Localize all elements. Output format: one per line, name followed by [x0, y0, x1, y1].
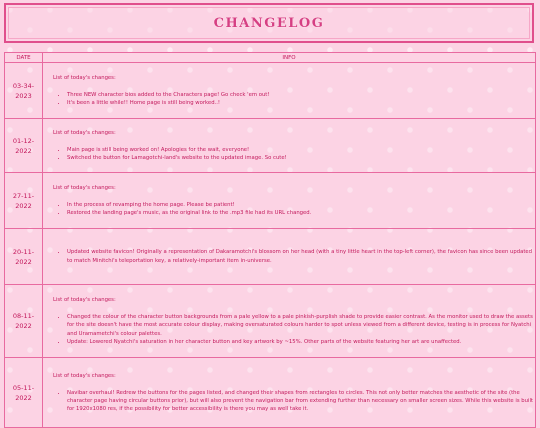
date-cell [5, 63, 43, 119]
table-header-row [5, 53, 536, 63]
date-cell [5, 119, 43, 173]
changelog-header [4, 3, 534, 43]
change-item: • Navibar overhaul! Redrew the buttons for the pages listed, and changed their shapes from rectangles to circles. This not only better matches the aesthetic of the site (the character page having circular buttons prior), but will also prevent the navigation bar from extending further than necessary on smaller screen sizes. While this website is built for 1920x1080 res, if the possibility for better accessibility is there you may as well take it. [67, 389, 535, 414]
info-cell [43, 63, 536, 119]
change-item: • Main page is still being worked on! Apologies for the wait, everyone! [67, 146, 535, 154]
entry-date: 08-11- 2022 [12, 312, 35, 330]
table-row [5, 229, 536, 285]
date-cell [5, 229, 43, 285]
entry-date: 27-11- 2022 [12, 191, 35, 210]
change-item: • Switched the button for Lamagotchi-land's website to the updated image. So cute! [67, 154, 535, 162]
change-item: • In the process of revamping the home page. Please be patient! [67, 201, 535, 209]
changes-intro: List of today's changes: [53, 184, 116, 191]
change-item: • Updated website favicon! Originally a representation of Dakaramotchi's blossom on her head (with a tiny little heart in the top-left corner), the favicon has since been updated to match Minitchi's teleportation key, a relatively-important item in-universe. [67, 248, 535, 264]
changes-intro: List of today's changes: [53, 372, 116, 379]
changes-intro: List of today's changes: [53, 296, 116, 303]
change-item: • Restored the landing page's music, as the original link to the .mp3 file had its URL changed. [67, 209, 535, 217]
info-cell [43, 358, 536, 428]
table-row [5, 119, 536, 173]
change-item: • Changed the colour of the character button backgrounds from a pale yellow to a pale pinkish-purplish shade to provide easier contrast. As the monitor used to draw the assets for the site doesn't have the most accurate colour display, making oversaturated colours harder to spot unless viewed from a different device, testing is in process for Nyatchi and Uramametchi's colour palettes. [67, 313, 535, 338]
change-item: • Update: Lowered Nyatchi's saturation in her character button and key artwork by ~15%. Other parts of the website featuring her art are unaffected. [67, 338, 535, 346]
table-row [5, 63, 536, 119]
changes-list [53, 248, 535, 264]
changes-intro: List of today's changes: [53, 129, 116, 136]
page-title: CHANGELOG [213, 15, 325, 31]
entry-date: 05-11- 2022 [12, 383, 35, 402]
entry-date: 01-12- 2022 [12, 136, 35, 155]
changes-list [53, 201, 535, 217]
date-cell [5, 358, 43, 428]
changes-list [53, 313, 535, 346]
info-cell [43, 229, 536, 285]
table-row [5, 173, 536, 229]
info-cell [43, 285, 536, 358]
table-row [5, 285, 536, 358]
changes-intro: List of today's changes: [53, 74, 116, 81]
info-cell [43, 119, 536, 173]
changes-list [53, 91, 535, 107]
changes-list [53, 146, 535, 162]
changes-list [53, 389, 535, 414]
entry-date: 03-34- 2023 [12, 81, 35, 100]
change-item: • It's been a little while!! Home page is still being worked..! [67, 99, 535, 107]
entry-date: 20-11- 2022 [12, 247, 35, 266]
change-item: • Three NEW character bios added to the Characters page! Go check 'em out! [67, 91, 535, 99]
table-row [5, 358, 536, 428]
column-header-date: DATE [5, 53, 43, 63]
changelog-table [4, 52, 536, 428]
date-cell [5, 173, 43, 229]
column-header-info: INFO [43, 53, 536, 63]
date-cell [5, 285, 43, 358]
info-cell [43, 173, 536, 229]
